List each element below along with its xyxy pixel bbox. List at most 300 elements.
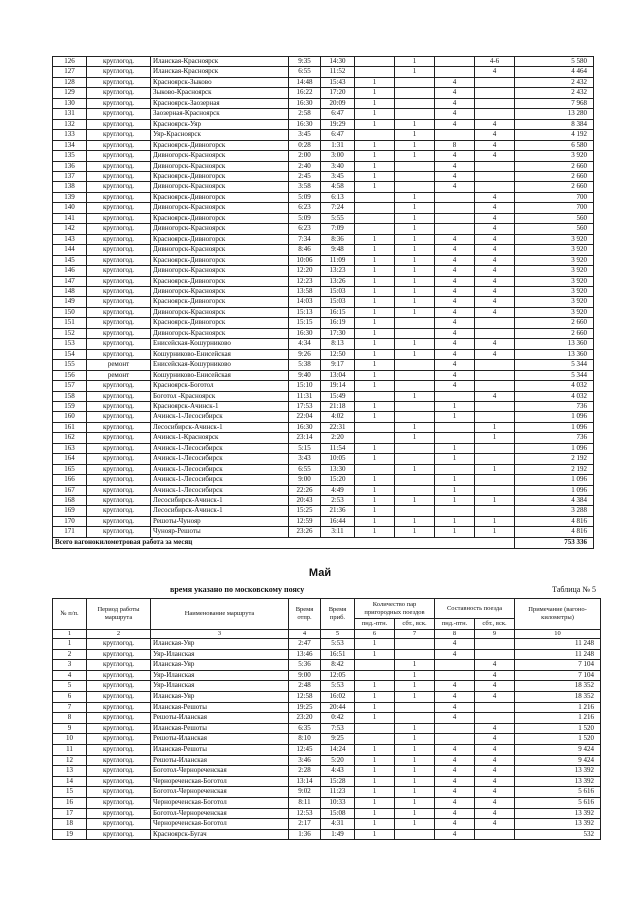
table-row [53,829,601,840]
header-period: Период работы маршрута [87,599,151,630]
table-cell [395,485,435,495]
table-cell: круглогод. [87,140,151,150]
table-cell: 1 [395,433,435,443]
table-cell: 4 032 [515,381,594,391]
table-cell: 12:23 [289,276,321,286]
table-cell: 1 [435,454,475,464]
table-cell: 1 [355,151,395,161]
table-cell: 3:40 [321,161,355,171]
table-cell: 4 [435,182,475,192]
table-cell: 1 [355,328,395,338]
table-cell: 4 [475,234,515,244]
table-cell: 4 [435,787,475,798]
table-cell: круглогод. [87,516,151,526]
table-cell: 1 [395,422,435,432]
table-cell: 146 [53,266,87,276]
table-cell: 4 [475,670,515,681]
table-cell: 16:30 [289,328,321,338]
table-cell: 1 [355,496,395,506]
table-cell: 4 [435,109,475,119]
table-cell: 2 660 [515,328,594,338]
table-cell: круглогод. [87,713,151,724]
table-cell: 4:49 [321,485,355,495]
table-cell: 6:35 [289,723,321,734]
schedule-table-may [52,598,601,840]
table-cell [475,109,515,119]
table-cell: 2:53 [321,496,355,506]
table-cell: Решоты-Чунояр [151,516,289,526]
table-cell: круглогод. [87,109,151,119]
column-number: 1 [53,630,87,639]
table-cell: 1 [355,443,395,453]
table-cell: ремонт [87,360,151,370]
table-cell: 6:47 [321,130,355,140]
table-cell: 1 [395,349,435,359]
table-cell: 2:20 [321,433,355,443]
table-cell: 11 [53,744,87,755]
table-cell: 143 [53,234,87,244]
table-row [53,255,594,265]
table-cell: 19 [53,829,87,840]
table-cell: 22:31 [321,422,355,432]
table-cell: 4 [53,670,87,681]
table-cell: 2 660 [515,161,594,171]
table-cell: 5 616 [515,797,601,808]
table-cell: Ачинск-1-Лесосибирск [151,412,289,422]
table-cell: 19:29 [321,119,355,129]
table-cell: 8:13 [321,339,355,349]
table-cell: 736 [515,433,594,443]
table-cell [395,412,435,422]
table-cell: Иланская-Решоты [151,744,289,755]
table-cell: 140 [53,203,87,213]
table-cell: 6:23 [289,203,321,213]
table-cell: Дивногорск-Красноярск [151,203,289,213]
table-cell: круглогод. [87,67,151,77]
table-cell: круглогод. [87,203,151,213]
table-cell: круглогод. [87,57,151,67]
column-number-row [53,630,601,639]
table-cell: 10:33 [321,797,355,808]
table-row [53,140,594,150]
table-cell: Боготол-Чернореченская [151,766,289,777]
table-cell [395,182,435,192]
column-number: 5 [321,630,355,639]
table-cell: 1 [395,297,435,307]
table-cell: 4 [475,776,515,787]
table-cell: 4 [435,819,475,830]
table-cell: 149 [53,297,87,307]
table-cell [395,370,435,380]
table-cell [475,360,515,370]
table-cell: 4 032 [515,391,594,401]
table-cell: 1 [395,339,435,349]
table-cell: 157 [53,381,87,391]
table-cell [435,391,475,401]
table-cell: 2 [53,649,87,660]
table-cell [475,77,515,87]
table-cell: 1 [395,681,435,692]
table-row [53,766,601,777]
table-cell: 2 192 [515,464,594,474]
table-cell: 1 [475,464,515,474]
table-row [53,370,594,380]
table-cell: 4 [435,307,475,317]
table-cell: 1 [355,766,395,777]
table-cell: 1 [355,401,395,411]
table-cell: 1 [395,67,435,77]
table-row [53,713,601,724]
table-cell: 1 [395,660,435,671]
table-cell: 1 [395,670,435,681]
table-cell: Чернореченская-Боготол [151,776,289,787]
table-cell: 4 [435,266,475,276]
table-cell: 1 [475,433,515,443]
table-cell [435,723,475,734]
table-cell: 2 660 [515,182,594,192]
table-cell: 2:48 [289,681,321,692]
table-cell: 1 [355,797,395,808]
table-cell: Енисейская-Кошурниково [151,360,289,370]
table-cell: 151 [53,318,87,328]
table-cell: круглогод. [87,702,151,713]
table-cell: 170 [53,516,87,526]
table-cell: 2:45 [289,171,321,181]
table-cell [475,412,515,422]
table-cell: круглогод. [87,744,151,755]
table-cell: 13 392 [515,819,601,830]
table-cell: круглогод. [87,422,151,432]
table-row [53,328,594,338]
table-cell [435,433,475,443]
table-cell: 1 [355,98,395,108]
table-cell: 1 [355,370,395,380]
table-cell: 4 [435,755,475,766]
table-cell: 1 [435,443,475,453]
table-cell: круглогод. [87,318,151,328]
table-cell: 1 [355,649,395,660]
table-row [53,744,601,755]
table-cell: 9:17 [321,360,355,370]
table-cell: 14:30 [321,57,355,67]
table-cell: Дивногорск-Красноярск [151,307,289,317]
table-row [53,276,594,286]
table-cell [355,130,395,140]
table-cell: 161 [53,422,87,432]
table-cell: 1 [395,119,435,129]
table-cell: 154 [53,349,87,359]
table-row [53,381,594,391]
header-row-1 [53,599,601,619]
table-cell: 8 384 [515,119,594,129]
table-cell: 17:20 [321,88,355,98]
table-cell: 13:58 [289,286,321,296]
header-pairs: Количество пар пригородных поездов [355,599,435,619]
table-cell: 13 360 [515,349,594,359]
table-cell: круглогод. [87,766,151,777]
table-cell: Дивногорск-Красноярск [151,182,289,192]
table-cell: 5:36 [289,660,321,671]
table-cell: 136 [53,161,87,171]
table-row [53,723,601,734]
table-cell: 4:58 [321,182,355,192]
table-cell: круглогод. [87,349,151,359]
table-cell: 1 [355,318,395,328]
table-cell: 8:46 [289,245,321,255]
table-cell: круглогод. [87,639,151,650]
table-cell: Иланская-Уяр [151,691,289,702]
table-cell [355,391,395,401]
table-cell [355,57,395,67]
table-cell: 1 [395,245,435,255]
table-cell: Красноярск-Заозерная [151,98,289,108]
table-cell: 7:09 [321,224,355,234]
table-cell: круглогод. [87,328,151,338]
table-cell: 16:22 [289,88,321,98]
table-cell: круглогод. [87,670,151,681]
table-cell: 5 344 [515,370,594,380]
table-cell [395,88,435,98]
table-cell: 22:26 [289,485,321,495]
table-cell: 2:00 [289,151,321,161]
month-title: Май [308,567,332,579]
table-cell: круглогод. [87,681,151,692]
table-cell: 1 [355,119,395,129]
table-cell: Иланская-Решоты [151,723,289,734]
table-cell: круглогод. [87,433,151,443]
table-cell: 1 [435,516,475,526]
table-cell: 4 [435,381,475,391]
table-cell: 1 [395,723,435,734]
table-cell: 700 [515,203,594,213]
table-cell: Решоты-Иланская [151,713,289,724]
table-cell [475,454,515,464]
table-cell: Красноярск-Уяр [151,119,289,129]
table-cell: Красноярск-Ачинск-1 [151,401,289,411]
table-cell: 164 [53,454,87,464]
table-cell: 7:53 [321,723,355,734]
table-cell: 1 [395,224,435,234]
table-cell: Красноярск-Дивногорск [151,318,289,328]
table-cell [395,649,435,660]
table-cell: Ачинск-1-Лесосибирск [151,464,289,474]
table-cell: круглогод. [87,723,151,734]
table-row [53,401,594,411]
table-cell: Боготол-Чернореченская [151,787,289,798]
table-cell: круглогод. [87,98,151,108]
table-cell: 1 [435,401,475,411]
table-cell: Чунояр-Решоты [151,527,289,537]
table-cell: 1 [355,307,395,317]
table-cell [395,475,435,485]
column-number: 6 [355,630,395,639]
table-cell: 4 [475,255,515,265]
table-cell: 560 [515,224,594,234]
table-cell: 1 [355,109,395,119]
table-cell: Ачинск-1-Лесосибирск [151,475,289,485]
table-cell: 4 [435,161,475,171]
table-cell: 2 192 [515,454,594,464]
table-cell [395,360,435,370]
table-cell: 158 [53,391,87,401]
table-cell: круглогод. [87,776,151,787]
table-cell: 1:36 [289,829,321,840]
table-cell: 1 [355,381,395,391]
table-cell: 1 [395,203,435,213]
table-cell [435,670,475,681]
table-cell: Иланская-Красноярск [151,57,289,67]
table-cell: 1 [355,182,395,192]
table-cell: круглогод. [87,412,151,422]
table-cell: круглогод. [87,485,151,495]
table-cell [475,639,515,650]
table-row [53,464,594,474]
table-cell: 1 520 [515,723,601,734]
table-cell: 4 [475,224,515,234]
table-cell: 1 [355,286,395,296]
table-cell: Ачинск-1-Лесосибирск [151,485,289,495]
table-cell: 4 [435,691,475,702]
table-cell: 13 392 [515,808,601,819]
table-row [53,182,594,192]
table-row [53,391,594,401]
table-cell: 4 464 [515,67,594,77]
table-cell: 2:17 [289,819,321,830]
table-cell [395,506,435,516]
table-cell: Иланская-Красноярск [151,67,289,77]
table-row [53,412,594,422]
schedule-table-may-body [53,599,601,840]
table-cell: 7 [53,702,87,713]
table-cell: 171 [53,527,87,537]
table-row [53,485,594,495]
table-cell: 4 [475,119,515,129]
table-row [53,109,594,119]
table-cell: 6:13 [321,192,355,202]
table-cell: 3:45 [289,130,321,140]
table-row [53,660,601,671]
total-row [53,537,594,548]
table-cell: 1 [395,130,435,140]
table-cell: 3 920 [515,245,594,255]
table-cell: 5 580 [515,57,594,67]
table-cell: 4 [475,349,515,359]
table-cell [395,109,435,119]
table-cell: 4 816 [515,516,594,526]
table-cell: 142 [53,224,87,234]
table-cell [435,422,475,432]
table-row [53,161,594,171]
table-cell: 16:51 [321,649,355,660]
table-cell: 11 248 [515,639,601,650]
table-cell: 1 [395,391,435,401]
table-cell: 13:04 [321,370,355,380]
table-cell: Дивногорск-Красноярск [151,266,289,276]
table-cell [475,475,515,485]
table-cell [475,649,515,660]
table-row [53,681,601,692]
table-cell: 11 248 [515,649,601,660]
table-cell: 134 [53,140,87,150]
table-cell: 11:23 [321,787,355,798]
table-row [53,639,601,650]
table-cell: 141 [53,213,87,223]
table-cell: 4 [435,744,475,755]
table-cell: Дивногорск-Красноярск [151,224,289,234]
table-cell: 15:08 [321,808,355,819]
table-cell: 150 [53,307,87,317]
table-cell: 160 [53,412,87,422]
table-cell: Чернореченская-Боготол [151,797,289,808]
table-cell: 3 920 [515,151,594,161]
table-cell: 17:30 [321,328,355,338]
table-cell: 3:43 [289,454,321,464]
table-cell: 5:53 [321,681,355,692]
table-cell: 4 384 [515,496,594,506]
table-cell: 4 [435,808,475,819]
table-cell: 1 [395,307,435,317]
table-cell: 130 [53,98,87,108]
table-cell: 4 [435,77,475,87]
column-number: 2 [87,630,151,639]
table-cell: круглогод. [87,660,151,671]
table-cell: 18 352 [515,681,601,692]
table-cell: 9:00 [289,670,321,681]
table-row [53,797,601,808]
table-cell: 4 [475,660,515,671]
table-cell: 4 [435,370,475,380]
table-cell [435,57,475,67]
table-cell [395,713,435,724]
table-cell: 1 [355,713,395,724]
table-cell: 4 [475,723,515,734]
table-cell: 1 216 [515,713,601,724]
table-cell: 4 [435,797,475,808]
table-cell: 11:31 [289,391,321,401]
table-cell: круглогод. [87,130,151,140]
table-cell: круглогод. [87,234,151,244]
table-cell: 1 096 [515,443,594,453]
table-cell: 159 [53,401,87,411]
table-cell: 168 [53,496,87,506]
table-cell: 153 [53,339,87,349]
table-cell: 2:40 [289,161,321,171]
table-cell: 9:26 [289,349,321,359]
table-cell: 0:42 [321,713,355,724]
table-cell: 4 [435,88,475,98]
table-cell: 148 [53,286,87,296]
table-cell [475,443,515,453]
table-row [53,171,594,181]
table-cell: 4 [435,776,475,787]
table-cell: Енисейская-Кошурниково [151,339,289,349]
table-cell [435,130,475,140]
table-cell: 5:09 [289,213,321,223]
table-cell: 3:00 [321,151,355,161]
table-cell: 3:11 [321,527,355,537]
table-cell: Чернореченская-Боготол [151,819,289,830]
table-row [53,649,601,660]
table-cell: Иланская-Уяр [151,639,289,650]
table-cell: 1:31 [321,140,355,150]
table-cell: 4 [435,245,475,255]
table-cell: 4 [475,297,515,307]
table-cell: 126 [53,57,87,67]
table-cell: 19:14 [321,381,355,391]
table-cell: Ачинск-1-Лесосибирск [151,454,289,464]
table-row [53,734,601,745]
table-row [53,349,594,359]
